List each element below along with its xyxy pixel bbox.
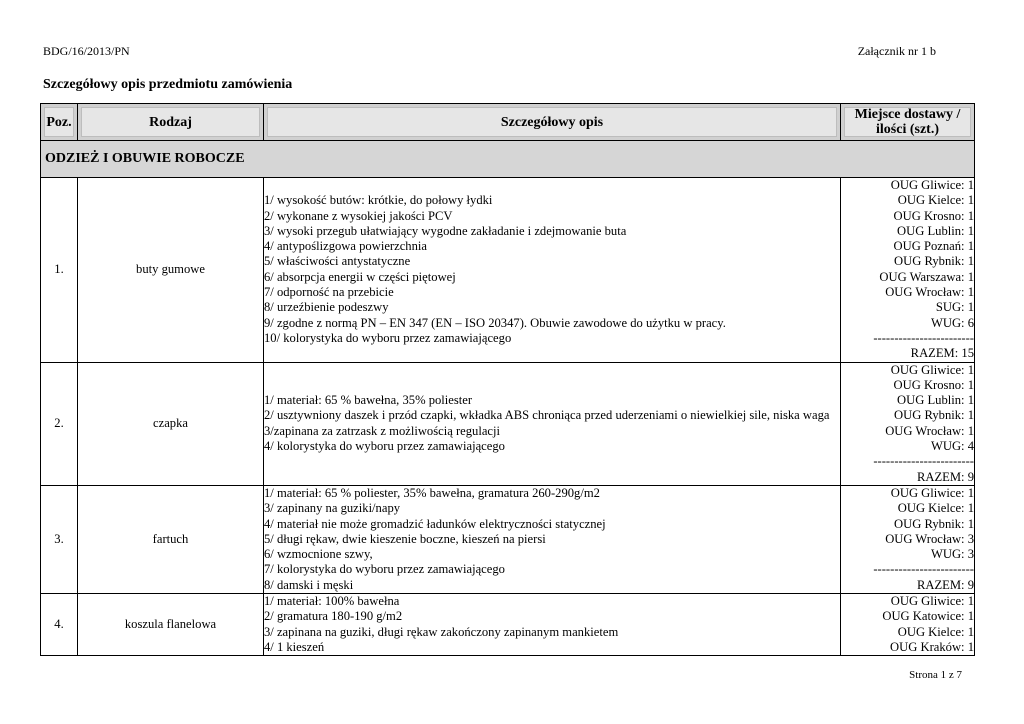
delivery-line: OUG Poznań: 1: [893, 239, 974, 254]
column-header-miejsce: Miejsce dostawy / ilości (szt.): [841, 104, 975, 141]
delivery-line: ------------------------: [873, 562, 974, 577]
description-line: 2/ wykonane z wysokiej jakości PCV: [264, 208, 453, 223]
delivery-line: OUG Katowice: 1: [882, 609, 974, 624]
description-line: 4/ kolorystyka do wyboru przez zamawiającego: [264, 439, 505, 454]
cell-opis: [264, 362, 841, 485]
delivery-line: OUG Kielce: 1: [897, 624, 974, 639]
description-line: 4/ 1 kieszeń: [264, 639, 325, 654]
page-title: Szczegółowy opis przedmiotu zamówienia: [43, 77, 293, 92]
cell-miejsce: [841, 178, 975, 363]
description-line: 7/ kolorystyka do wyboru przez zamawiającego: [264, 562, 505, 577]
delivery-line: OUG Lublin: 1: [897, 223, 974, 238]
description-line: 2/ gramatura 180-190 g/m2: [264, 609, 403, 624]
description-line: 5/ właściwości antystatyczne: [264, 254, 411, 269]
page-number: Strona 1 z 7: [909, 669, 962, 681]
document-id: BDG/16/2013/PN: [43, 44, 130, 58]
description-line: 1/ materiał: 100% bawełna: [264, 594, 400, 609]
cell-miejsce: [841, 362, 975, 485]
delivery-line: OUG Rybnik: 1: [894, 516, 974, 531]
delivery-line: OUG Kielce: 1: [897, 501, 974, 516]
description-line: 5/ długi rękaw, dwie kieszenie boczne, kieszeń na piersi: [264, 531, 546, 546]
delivery-line: OUG Rybnik: 1: [894, 408, 974, 423]
description-line: 3/ zapinana na guziki, długi rękaw zakończony zapinanym mankietem: [264, 624, 619, 639]
cell-miejsce: [841, 485, 975, 593]
delivery-line: OUG Wrocław: 1: [885, 285, 974, 300]
description-line: 8/ urzeźbienie podeszwy: [264, 300, 389, 315]
delivery-line: SUG: 1: [935, 300, 974, 315]
cell-opis: [264, 178, 841, 363]
delivery-line: RAZEM: 15: [910, 346, 974, 361]
description-line: 3/ zapinany na guziki/napy: [264, 501, 401, 516]
description-line: 6/ absorpcja energii w części piętowej: [264, 269, 456, 284]
description-line: 10/ kolorystyka do wyboru przez zamawiającego: [264, 330, 512, 345]
delivery-line: OUG Wrocław: 3: [885, 531, 974, 546]
delivery-line: OUG Rybnik: 1: [894, 254, 974, 269]
section-row: [41, 141, 975, 178]
description-line: 1/ wysokość butów: krótkie, do połowy łydki: [264, 193, 493, 208]
cell-rodzaj: buty gumowe: [78, 178, 264, 363]
delivery-line: OUG Kraków: 1: [890, 639, 974, 654]
description-line: 3/ wysoki przegub ułatwiający wygodne zakładanie i zdejmowanie buta: [264, 223, 627, 238]
cell-poz: 1.: [41, 178, 78, 363]
delivery-line: OUG Kielce: 1: [897, 193, 974, 208]
delivery-line: RAZEM: 9: [916, 469, 974, 484]
cell-poz: 3.: [41, 485, 78, 593]
description-line: 4/ materiał nie może gromadzić ładunków elektryczności statycznej: [264, 516, 606, 531]
table-header-row: [41, 104, 975, 141]
delivery-line: OUG Warszawa: 1: [879, 269, 974, 284]
table-row: [41, 594, 975, 656]
description-line: 1/ materiał: 65 % bawełna, 35% poliester: [264, 393, 473, 408]
specification-table: [40, 103, 975, 656]
delivery-line: OUG Krosno: 1: [893, 377, 974, 392]
cell-rodzaj: czapka: [78, 362, 264, 485]
table-row: [41, 178, 975, 363]
delivery-line: OUG Gliwice: 1: [890, 485, 974, 500]
description-line: 4/ antypoślizgowa powierzchnia: [264, 239, 427, 254]
delivery-line: OUG Wrocław: 1: [885, 423, 974, 438]
delivery-line: OUG Krosno: 1: [893, 208, 974, 223]
column-header-poz: Poz.: [41, 104, 78, 141]
delivery-line: WUG: 4: [930, 439, 974, 454]
cell-opis: [264, 594, 841, 656]
cell-opis: [264, 485, 841, 593]
delivery-line: ------------------------: [873, 330, 974, 345]
delivery-line: WUG: 6: [930, 315, 974, 330]
cell-rodzaj: fartuch: [78, 485, 264, 593]
description-line: 3/zapinana za zatrzask z możliwością regulacji: [264, 423, 501, 438]
description-line: 9/ zgodne z normą PN – EN 347 (EN – ISO 20347). Obuwie zawodowe do użytku w pracy.: [264, 315, 726, 330]
attachment-label: Załącznik nr 1 b: [857, 44, 936, 58]
description-line: 1/ materiał: 65 % poliester, 35% bawełna, gramatura 260-290g/m2: [264, 485, 600, 500]
description-line: 8/ damski i męski: [264, 577, 354, 592]
table-row: [41, 485, 975, 593]
table-row: [41, 362, 975, 485]
delivery-line: OUG Gliwice: 1: [890, 594, 974, 609]
cell-poz: 2.: [41, 362, 78, 485]
delivery-line: OUG Lublin: 1: [897, 393, 974, 408]
delivery-line: OUG Gliwice: 1: [890, 362, 974, 377]
delivery-line: OUG Gliwice: 1: [890, 178, 974, 192]
section-title: ODZIEŻ I OBUWIE ROBOCZE: [41, 141, 975, 178]
description-line: 7/ odporność na przebicie: [264, 285, 394, 300]
description-line: 2/ usztywniony daszek i przód czapki, wkładka ABS chroniąca przed uderzeniami o niewielkiej sile, niska waga: [264, 408, 830, 423]
column-header-rodzaj: Rodzaj: [78, 104, 264, 141]
delivery-line: RAZEM: 9: [916, 577, 974, 592]
column-header-opis: Szczegółowy opis: [264, 104, 841, 141]
description-line: 6/ wzmocnione szwy,: [264, 547, 373, 562]
delivery-line: ------------------------: [873, 454, 974, 469]
cell-rodzaj: koszula flanelowa: [78, 594, 264, 656]
cell-poz: 4.: [41, 594, 78, 656]
delivery-line: WUG: 3: [930, 547, 974, 562]
cell-miejsce: [841, 594, 975, 656]
